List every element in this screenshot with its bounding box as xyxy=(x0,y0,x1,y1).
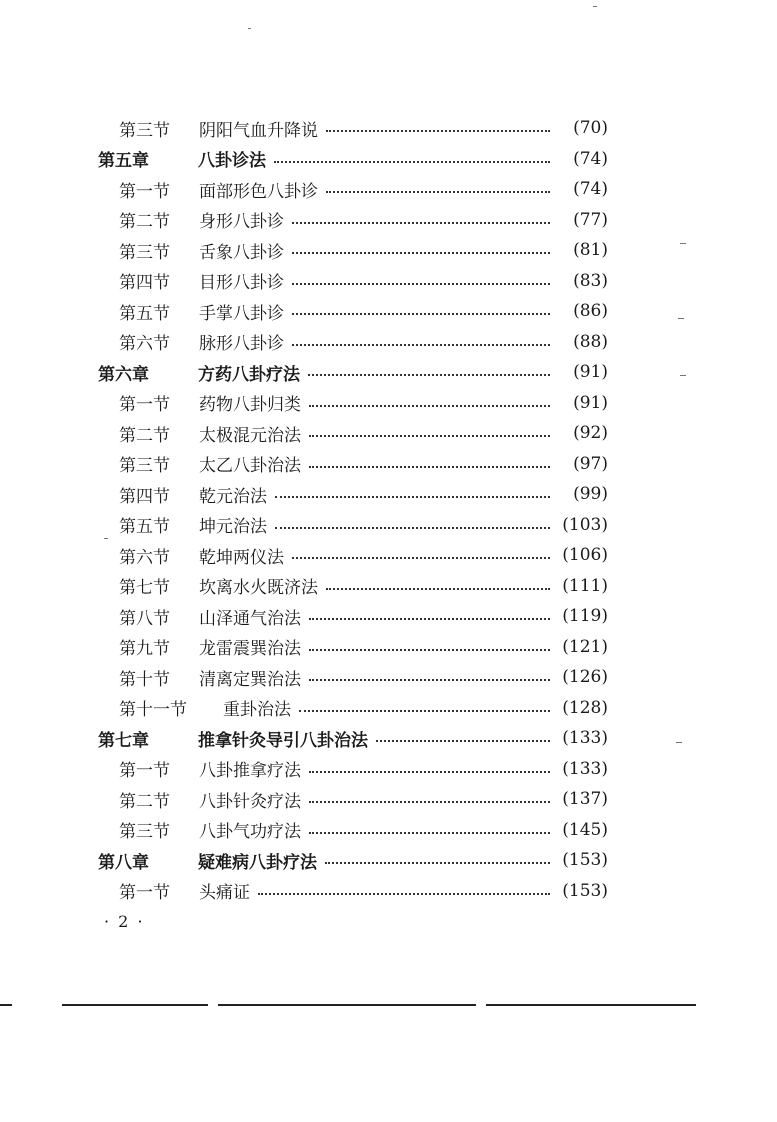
toc-entry-label: 第四节 xyxy=(119,486,170,507)
toc-section-row xyxy=(98,784,608,815)
toc-page-number: (88) xyxy=(573,331,608,352)
toc-entry-label: 第五节 xyxy=(119,303,170,324)
toc-section-row xyxy=(98,174,608,205)
toc-page-number: (77) xyxy=(573,209,608,230)
toc-dot-leader xyxy=(309,760,550,778)
toc-page-number: (74) xyxy=(573,179,608,200)
toc-entry-label: 第十节 xyxy=(119,669,170,690)
toc-entry-label: 第六节 xyxy=(119,334,170,355)
toc-page-number: (81) xyxy=(573,240,608,261)
toc-dot-leader xyxy=(309,668,550,686)
toc-entry-title: 身形八卦诊 xyxy=(199,212,284,233)
toc-page-number: (106) xyxy=(562,545,608,566)
toc-section-row xyxy=(98,693,608,724)
toc-section-row xyxy=(98,754,608,785)
toc-dot-leader xyxy=(308,363,550,381)
toc-entry-title: 龙雷震巽治法 xyxy=(199,639,301,660)
toc-dot-leader xyxy=(309,424,550,442)
toc-entry-label: 第三节 xyxy=(119,456,170,477)
toc-dot-leader xyxy=(326,180,550,198)
toc-dot-leader xyxy=(292,211,550,229)
toc-entry-title: 太乙八卦治法 xyxy=(199,456,301,477)
scan-speck xyxy=(680,243,686,244)
toc-dot-leader xyxy=(299,699,550,717)
toc-section-row xyxy=(98,571,608,602)
toc-chapter-row xyxy=(98,845,608,876)
toc-dot-leader xyxy=(292,272,550,290)
toc-page-number: (133) xyxy=(562,758,608,779)
toc-entry-label: 第一节 xyxy=(119,395,170,416)
toc-entry-title: 八卦针灸疗法 xyxy=(199,791,301,812)
toc-section-row xyxy=(98,327,608,358)
toc-page-number: (126) xyxy=(562,667,608,688)
toc-section-row xyxy=(98,601,608,632)
toc-entry-label: 第一节 xyxy=(119,181,170,202)
toc-entry-label: 第三节 xyxy=(119,242,170,263)
toc-page-number: (74) xyxy=(573,148,608,169)
toc-entry-label: 第四节 xyxy=(119,273,170,294)
toc-dot-leader xyxy=(292,302,550,320)
bottom-rule-1 xyxy=(62,1004,208,1006)
toc-page-number: (92) xyxy=(573,423,608,444)
toc-page-number: (83) xyxy=(573,270,608,291)
bottom-rule-3 xyxy=(486,1004,696,1006)
bottom-rule-2 xyxy=(218,1004,476,1006)
toc-entry-label: 第六章 xyxy=(98,364,149,385)
toc-entry-label: 第一节 xyxy=(119,883,170,904)
toc-entry-label: 第十一节 xyxy=(119,700,187,721)
table-of-contents xyxy=(98,113,608,906)
toc-entry-title: 清离定巽治法 xyxy=(199,669,301,690)
toc-dot-leader xyxy=(309,455,550,473)
page-folio: · 2 · xyxy=(104,912,145,931)
toc-entry-title: 手掌八卦诊 xyxy=(199,303,284,324)
toc-entry-title: 坎离水火既济法 xyxy=(199,578,318,599)
toc-page-number: (121) xyxy=(562,636,608,657)
toc-dot-leader xyxy=(309,821,550,839)
toc-dot-leader xyxy=(309,638,550,656)
scan-speck xyxy=(248,28,251,29)
toc-section-row xyxy=(98,479,608,510)
toc-entry-title: 疑难病八卦疗法 xyxy=(198,852,317,873)
toc-entry-title: 八卦诊法 xyxy=(198,151,266,172)
toc-dot-leader xyxy=(274,150,550,168)
toc-section-row xyxy=(98,418,608,449)
toc-entry-title: 乾元治法 xyxy=(199,486,267,507)
toc-page-number: (86) xyxy=(573,301,608,322)
toc-entry-title: 八卦气功疗法 xyxy=(199,822,301,843)
toc-page-number: (97) xyxy=(573,453,608,474)
toc-entry-title: 头痛证 xyxy=(199,883,250,904)
toc-page-number: (111) xyxy=(562,575,608,596)
toc-section-row xyxy=(98,296,608,327)
toc-page-number: (91) xyxy=(573,392,608,413)
toc-entry-label: 第五节 xyxy=(119,517,170,538)
toc-page-number: (91) xyxy=(573,362,608,383)
toc-dot-leader xyxy=(326,577,550,595)
toc-section-row xyxy=(98,662,608,693)
toc-entry-label: 第三节 xyxy=(119,120,170,141)
toc-entry-title: 舌象八卦诊 xyxy=(199,242,284,263)
toc-page-number: (119) xyxy=(562,606,608,627)
toc-chapter-row xyxy=(98,144,608,175)
scan-speck xyxy=(678,318,684,319)
toc-dot-leader xyxy=(275,485,550,503)
toc-dot-leader xyxy=(292,241,550,259)
toc-page-number: (153) xyxy=(562,850,608,871)
toc-entry-label: 第二节 xyxy=(119,791,170,812)
toc-entry-label: 第七章 xyxy=(98,730,149,751)
toc-dot-leader xyxy=(275,516,550,534)
toc-dot-leader xyxy=(309,607,550,625)
toc-chapter-row xyxy=(98,723,608,754)
toc-section-row xyxy=(98,388,608,419)
toc-entry-title: 药物八卦归类 xyxy=(199,395,301,416)
toc-entry-title: 阴阳气血升降说 xyxy=(199,120,318,141)
scan-speck xyxy=(593,6,597,7)
toc-entry-label: 第五章 xyxy=(98,151,149,172)
toc-entry-title: 乾坤两仪法 xyxy=(199,547,284,568)
toc-page-number: (133) xyxy=(562,728,608,749)
toc-section-row xyxy=(98,510,608,541)
toc-section-row xyxy=(98,449,608,480)
scan-speck xyxy=(676,742,682,743)
toc-dot-leader xyxy=(258,882,550,900)
toc-section-row xyxy=(98,266,608,297)
scan-speck xyxy=(680,375,686,376)
toc-entry-label: 第八章 xyxy=(98,852,149,873)
toc-section-row xyxy=(98,205,608,236)
toc-entry-title: 方药八卦疗法 xyxy=(198,364,300,385)
toc-entry-label: 第六节 xyxy=(119,547,170,568)
toc-section-row xyxy=(98,815,608,846)
toc-entry-title: 目形八卦诊 xyxy=(199,273,284,294)
toc-entry-label: 第七节 xyxy=(119,578,170,599)
toc-page-number: (128) xyxy=(562,697,608,718)
toc-entry-label: 第二节 xyxy=(119,212,170,233)
toc-section-row xyxy=(98,632,608,663)
toc-section-row xyxy=(98,540,608,571)
toc-entry-title: 推拿针灸导引八卦治法 xyxy=(198,730,368,751)
toc-page-number: (145) xyxy=(562,819,608,840)
toc-dot-leader xyxy=(309,394,550,412)
toc-page-number: (153) xyxy=(562,880,608,901)
toc-entry-title: 八卦推拿疗法 xyxy=(199,761,301,782)
toc-dot-leader xyxy=(309,790,550,808)
toc-entry-title: 山泽通气治法 xyxy=(199,608,301,629)
toc-page-number: (70) xyxy=(573,118,608,139)
toc-entry-title: 坤元治法 xyxy=(199,517,267,538)
scan-speck xyxy=(104,538,108,539)
toc-entry-label: 第八节 xyxy=(119,608,170,629)
toc-entry-label: 第一节 xyxy=(119,761,170,782)
toc-section-row xyxy=(98,113,608,144)
toc-entry-label: 第九节 xyxy=(119,639,170,660)
toc-page-number: (103) xyxy=(562,514,608,535)
bottom-rule-left xyxy=(0,1004,12,1006)
toc-section-row xyxy=(98,235,608,266)
toc-dot-leader xyxy=(376,729,550,747)
toc-chapter-row xyxy=(98,357,608,388)
toc-dot-leader xyxy=(325,851,550,869)
toc-page-number: (99) xyxy=(573,484,608,505)
toc-dot-leader xyxy=(292,546,550,564)
toc-entry-label: 第二节 xyxy=(119,425,170,446)
toc-entry-label: 第三节 xyxy=(119,822,170,843)
toc-entry-title: 重卦治法 xyxy=(223,700,291,721)
toc-dot-leader xyxy=(292,333,550,351)
toc-page-number: (137) xyxy=(562,789,608,810)
toc-entry-title: 太极混元治法 xyxy=(199,425,301,446)
toc-section-row xyxy=(98,876,608,907)
toc-dot-leader xyxy=(326,119,550,137)
toc-entry-title: 面部形色八卦诊 xyxy=(199,181,318,202)
toc-entry-title: 脉形八卦诊 xyxy=(199,334,284,355)
